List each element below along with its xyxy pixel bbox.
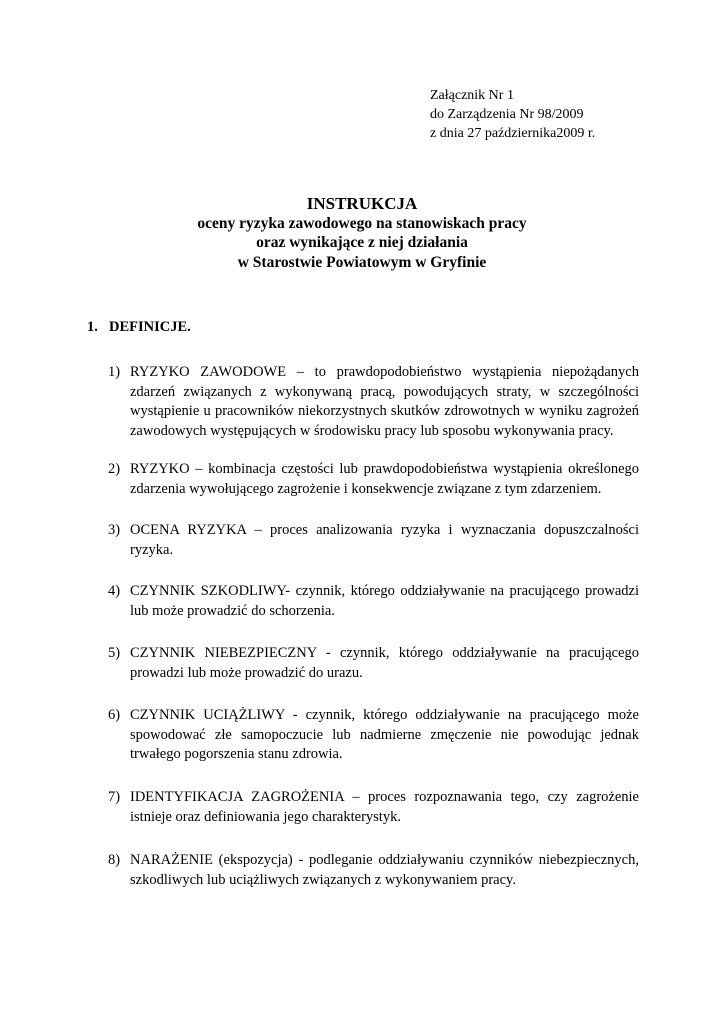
definition-text bbox=[130, 851, 639, 890]
definition-line: CZYNNIK NIEBEZPIECZNY - czynnik, którego oddziaływanie na pracującego bbox=[130, 645, 639, 661]
definition-item bbox=[108, 644, 639, 683]
definition-line: lub może prowadzić do schorzenia. bbox=[130, 602, 335, 619]
definition-line: CZYNNIK SZKODLIWY- czynnik, którego oddziaływanie na pracującego prowadzi bbox=[130, 583, 639, 599]
definition-item bbox=[108, 363, 639, 441]
section-number: 1. bbox=[87, 319, 98, 335]
annex-line-1: Załącznik Nr 1 bbox=[430, 88, 514, 103]
definition-line: OCENA RYZYKA – proces analizowania ryzyka i wyznaczania dopuszczalności bbox=[130, 522, 639, 538]
definition-number: 1) bbox=[108, 364, 121, 380]
section-title: DEFINICJE. bbox=[109, 319, 191, 335]
definition-item bbox=[108, 460, 639, 499]
definition-number: 7) bbox=[108, 789, 121, 805]
definition-item bbox=[108, 788, 639, 827]
definition-text bbox=[130, 460, 639, 499]
definition-line: zdarzenia wywołującego zagrożenie i konsekwencje związane z tym zdarzeniem. bbox=[130, 480, 602, 497]
definition-number: 3) bbox=[108, 522, 121, 538]
definition-line: spowodować złe samopoczucie lub nadmierne zmęczenie nie powodując jednak bbox=[130, 726, 639, 743]
title-line-2: oceny ryzyka zawodowego na stanowiskach pracy bbox=[197, 214, 527, 232]
definition-line: zawodowych występujących w środowisku pracy lub sposobu wykonywania pracy. bbox=[130, 422, 614, 439]
definition-line: RYZYKO – kombinacja częstości lub prawdopodobieństwa wystąpienia określonego bbox=[130, 461, 639, 477]
annex-line-3: z dnia 27 października2009 r. bbox=[430, 126, 596, 141]
definition-line: ryzyka. bbox=[130, 541, 174, 558]
definition-number: 6) bbox=[108, 707, 121, 723]
document-title bbox=[0, 194, 724, 272]
annex-note bbox=[430, 86, 595, 143]
definition-line: prowadzi lub może prowadzić do urazu. bbox=[130, 664, 363, 681]
definition-item bbox=[108, 706, 639, 765]
definition-line: IDENTYFIKACJA ZAGROŻENIA – proces rozpoznawania tego, czy zagrożenie bbox=[130, 789, 639, 805]
definition-number: 8) bbox=[108, 852, 121, 868]
title-main: INSTRUKCJA bbox=[306, 194, 418, 213]
definition-item bbox=[108, 582, 639, 621]
definition-number: 2) bbox=[108, 461, 121, 477]
definition-number: 5) bbox=[108, 645, 121, 661]
definition-line: istnieje oraz definiowania jego charakterystyk. bbox=[130, 808, 401, 825]
definition-item bbox=[108, 521, 639, 560]
definition-text bbox=[130, 582, 639, 621]
definition-item bbox=[108, 851, 639, 890]
definition-line: CZYNNIK UCIĄŻLIWY - czynnik, którego oddziaływanie na pracującego może bbox=[130, 707, 639, 723]
definition-line: trwałego pogorszenia stanu zdrowia. bbox=[130, 746, 343, 762]
definition-text bbox=[130, 363, 639, 441]
definition-line: szkodliwych lub uciążliwych związanych z wykonywaniem pracy. bbox=[130, 871, 516, 888]
definition-text bbox=[130, 706, 639, 765]
definition-line: zdarzeń związanych z wykonywaną pracą, powodujących straty, w szczególności bbox=[130, 383, 639, 400]
definition-text bbox=[130, 521, 639, 560]
section-heading bbox=[87, 318, 191, 337]
title-line-3: oraz wynikające z niej działania bbox=[256, 234, 468, 251]
definition-text bbox=[130, 788, 639, 827]
definition-line: wystąpienie u pracowników niekorzystnych skutków zdrowotnych w wyniku zagrożeń bbox=[130, 403, 639, 419]
definition-line: RYZYKO ZAWODOWE – to prawdopodobieństwo wystąpienia niepożądanych bbox=[130, 364, 639, 380]
definition-number: 4) bbox=[108, 583, 121, 599]
annex-line-2: do Zarządzenia Nr 98/2009 bbox=[430, 107, 584, 122]
title-line-4: w Starostwie Powiatowym w Gryfinie bbox=[237, 253, 487, 271]
definition-line: NARAŻENIE (ekspozycja) - podleganie oddziaływaniu czynników niebezpiecznych, bbox=[130, 852, 639, 868]
definition-text bbox=[130, 644, 639, 683]
